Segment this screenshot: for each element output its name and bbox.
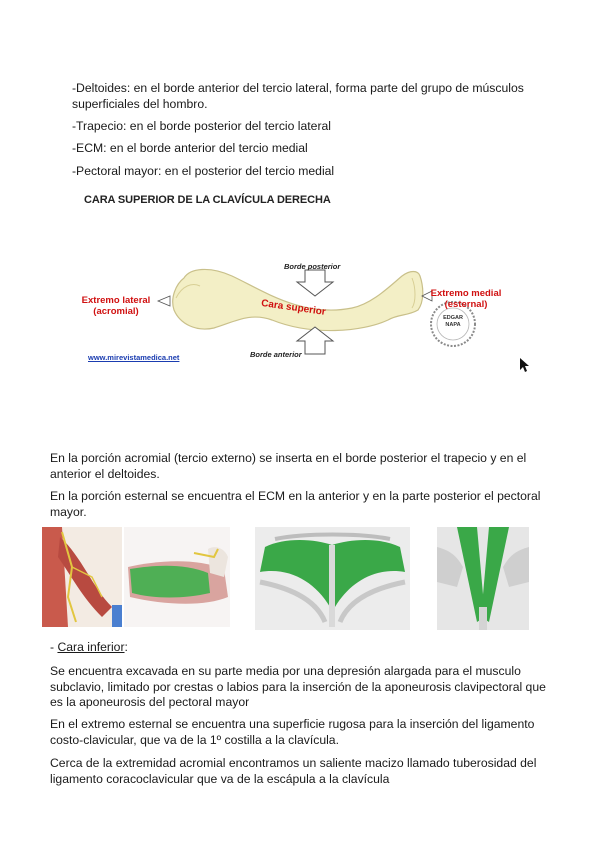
seal-text: EDGAR NAPA	[443, 315, 463, 328]
list-item-pectoral: -Pectoral mayor: en el posterior del tercio medial	[72, 164, 335, 178]
label-borde-anterior: Borde anterior	[250, 350, 302, 359]
photo-shoulder-deltoid	[124, 527, 230, 627]
figure-title: CARA SUPERIOR DE LA CLAVÍCULA DERECHA	[84, 194, 331, 206]
clavicle-illustration	[72, 190, 532, 380]
arrow-posterior-icon	[297, 270, 333, 296]
photo-neck-muscles	[42, 527, 122, 627]
mouse-cursor-icon	[520, 358, 529, 372]
section-heading-cara-inferior: - Cara inferior:	[50, 640, 128, 654]
source-link[interactable]: www.mirevistamedica.net	[88, 353, 180, 362]
label-cara-superior: Cara superior	[260, 298, 327, 318]
list-item-deltoides: -Deltoides: en el borde anterior del tercio lateral, forma parte del grupo de músculos superficiales del hombro.	[72, 81, 524, 111]
paragraph-esternal: En la porción esternal se encuentra el ECM en la anterior y en la parte posterior el pectoral mayor.	[50, 489, 541, 519]
paragraph-acromial: En la porción acromial (tercio externo) se inserta en el borde posterior el trapecio y en el anterior el deltoides.	[50, 451, 527, 481]
photo-pectoralis-major	[255, 527, 410, 630]
paragraph-coracoclavicular: Cerca de la extremidad acromial encontramos un saliente macizo llamado tuberosidad del ligamento coracoclavicular que va de la escápula a la clavícula	[50, 756, 537, 786]
clavicle-bone-shape	[173, 269, 423, 330]
label-extremo-lateral: Extremo lateral (acromial)	[81, 295, 151, 317]
label-borde-posterior: Borde posterior	[284, 262, 341, 271]
list-item-trapecio: -Trapecio: en el borde posterior del tercio lateral	[72, 119, 332, 133]
paragraph-subclavio: Se encuentra excavada en su parte media por una depresión alargada para el musculo subclavio, limitado por crestas o labios para la inserción de la aponeurosis clavipectoral que es la aponeurosis del pectoral mayor	[50, 664, 546, 709]
paragraph-costoclavicular: En el extremo esternal se encuentra una superficie rugosa para la inserción del ligamento costo-clavicular, que va de la 1º costilla a la clavícula.	[50, 717, 535, 747]
label-extremo-medial: Extremo medial (esternal)	[430, 288, 502, 310]
photo-sternocleidomastoid	[437, 527, 529, 630]
clavicle-figure	[72, 190, 532, 380]
list-item-ecm: -ECM: en el borde anterior del tercio medial	[72, 141, 308, 155]
